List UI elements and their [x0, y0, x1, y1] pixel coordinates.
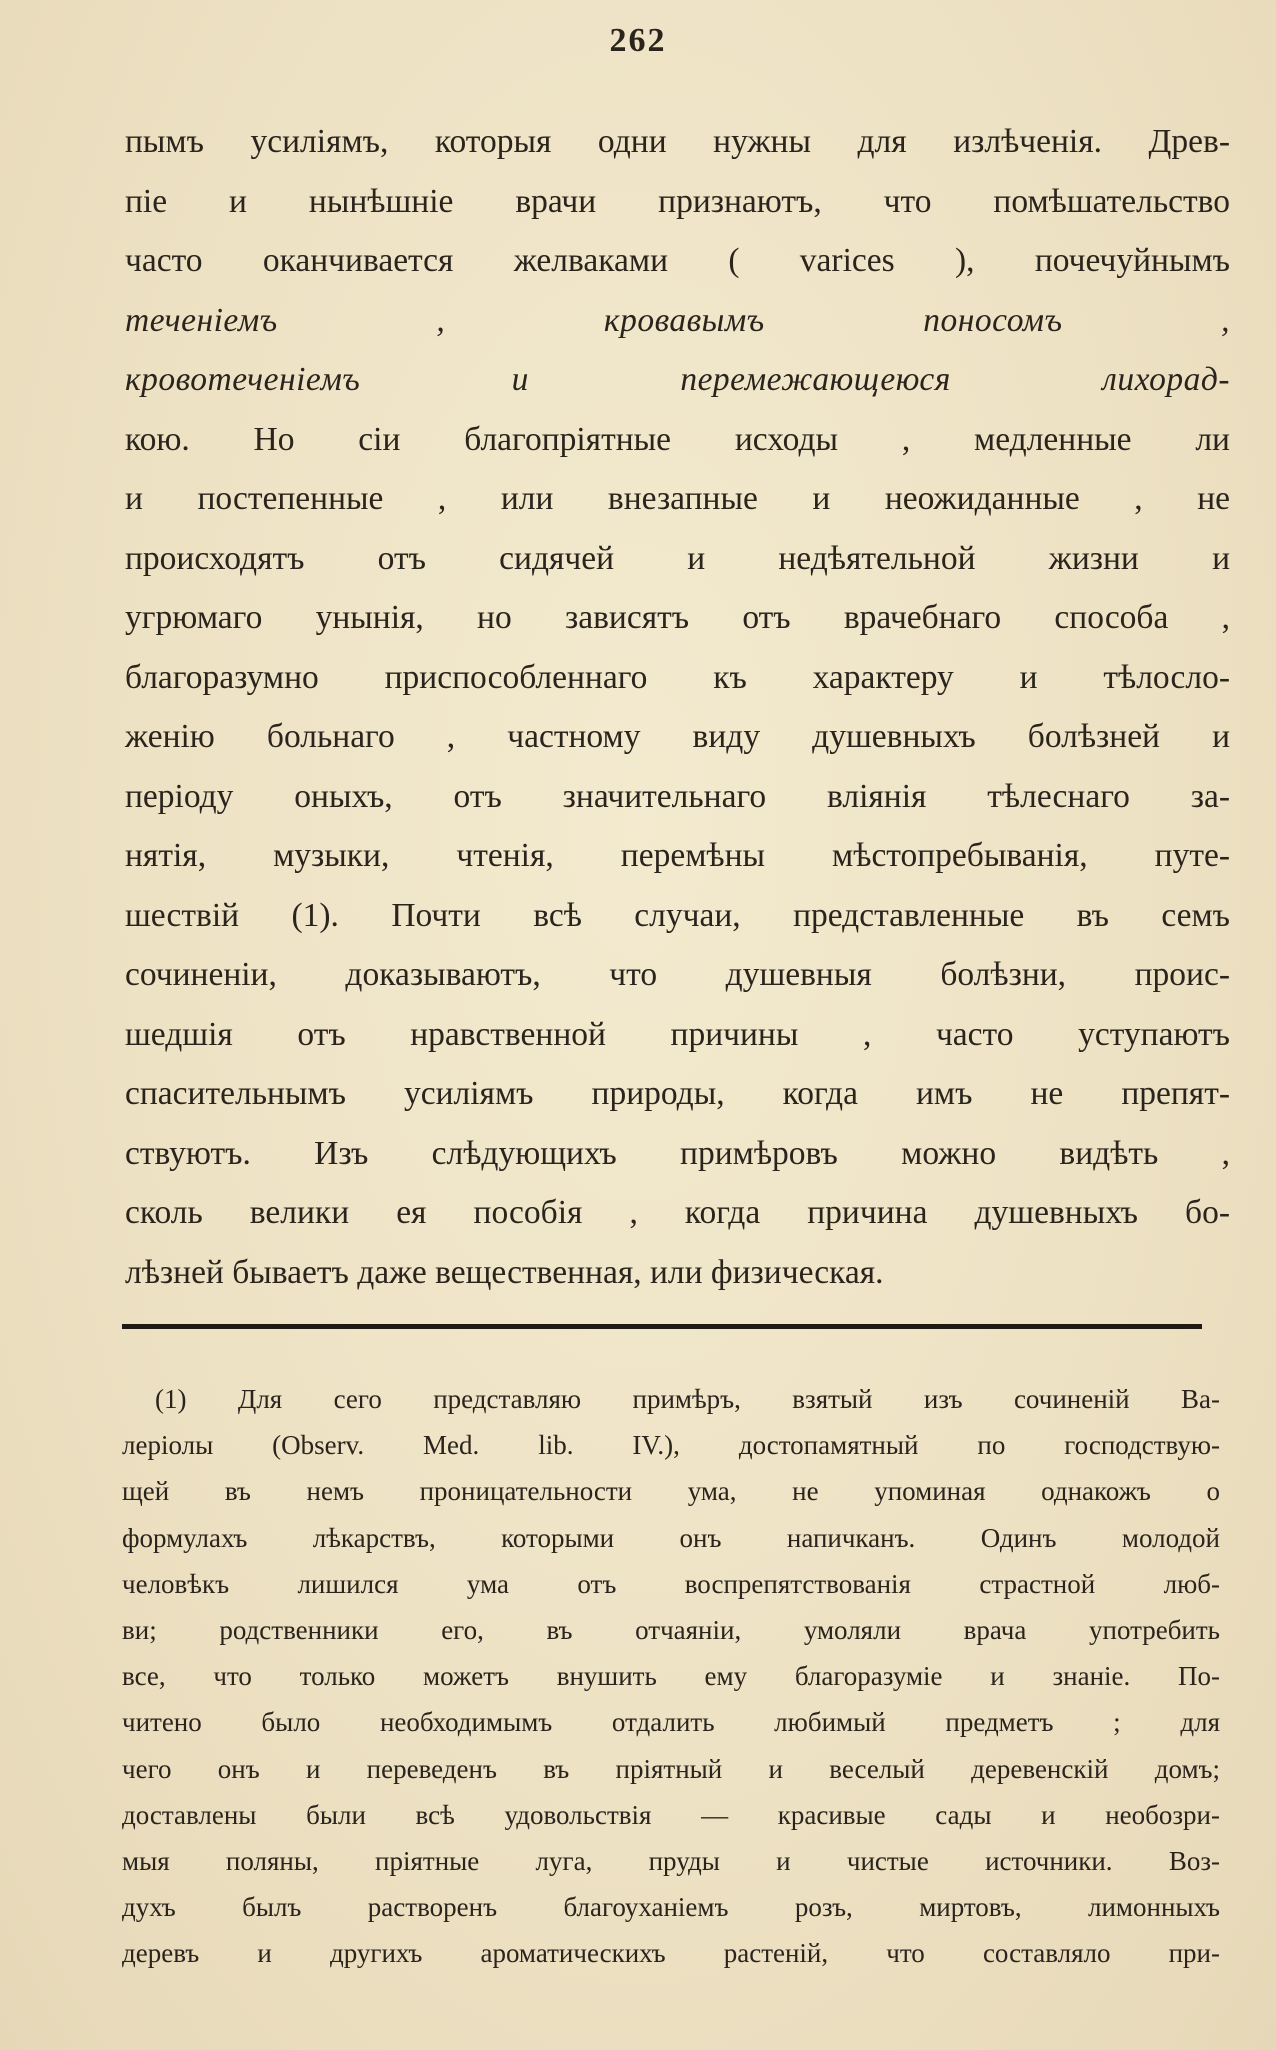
- footnote-line: читено было необходимымъ отдалить любимый предметъ ; для: [122, 1707, 1220, 1738]
- text-line: лѣзней бываетъ даже вещественная, или физическая.: [125, 1253, 884, 1291]
- footnote-divider: [122, 1324, 1202, 1329]
- page-number: 262: [609, 22, 667, 59]
- main-text: [125, 112, 1230, 1302]
- footnote-line: леріолы (Observ. Med. lib. IV.), достопамятный по господствую-: [122, 1430, 1220, 1461]
- text-line: [125, 291, 1230, 351]
- footnote-line: щей въ немъ проницательности ума, не упоминая однакожъ о: [122, 1476, 1220, 1507]
- text-line: ствуютъ. Изъ слѣдующихъ примѣровъ можно видѣть ,: [125, 1134, 1230, 1172]
- text-line: пымъ усиліямъ, которыя одни нужны для излѣченія. Древ-: [125, 123, 1230, 160]
- text-line: женію больнаго , частному виду душевныхъ болѣзней и: [125, 718, 1230, 755]
- footnote-line: доставлены были всѣ удовольствія — красивые сады и необозри-: [122, 1799, 1220, 1830]
- footnote: [122, 1376, 1220, 1977]
- text-line: часто оканчивается желваками ( varices ), почечуйнымъ: [125, 242, 1230, 279]
- footnote-line: деревъ и другихъ ароматическихъ растеній, что составляло при-: [122, 1938, 1220, 1969]
- text-line: и постепенные , или внезапные и неожиданные , не: [125, 480, 1230, 517]
- text-line: спасительнымъ усиліямъ природы, когда имъ не препят-: [125, 1075, 1230, 1112]
- text-line: шедшія отъ нравственной причины , часто уступаютъ: [125, 1015, 1230, 1053]
- text-line: благоразумно приспособленнаго къ характеру и тѣлосло-: [125, 658, 1230, 696]
- text-line: шествій (1). Почти всѣ случаи, представленные въ семъ: [125, 896, 1230, 934]
- footnote-line: человѣкъ лишился ума отъ воспрепятствованія страстной люб-: [122, 1568, 1220, 1599]
- text-line: угрюмаго унынія, но зависятъ отъ врачебнаго способа ,: [125, 599, 1230, 636]
- text-line: происходятъ отъ сидячей и недѣятельной жизни и: [125, 539, 1230, 577]
- text-line: кою. Но сіи благопріятные исходы , медленные ли: [125, 420, 1230, 458]
- footnote-line: духъ былъ растворенъ благоуханіемъ розъ, миртовъ, лимонныхъ: [122, 1892, 1220, 1923]
- footnote-line: (1) Для сего представляю примѣръ, взятый изъ сочиненій Ва-: [155, 1384, 1220, 1414]
- footnote-line: формулахъ лѣкарствъ, которыми онъ напичканъ. Одинъ молодой: [122, 1522, 1220, 1553]
- text-line: нятія, музыки, чтенія, перемѣны мѣстопребыванія, путе-: [125, 837, 1230, 874]
- italic-text-line: кровотеченіемъ и перемежающеюся лихорад-: [125, 361, 1230, 398]
- footnote-line: чего онъ и переведенъ въ пріятный и веселый деревенскій домъ;: [122, 1753, 1220, 1784]
- italic-text-line: теченіемъ , кровавымъ поносомъ ,: [125, 301, 1230, 339]
- text-line: піе и нынѣшніе врачи признаютъ, что помѣшательство: [125, 182, 1230, 220]
- text-line: сочиненіи, доказываютъ, что душевныя болѣзни, проис-: [125, 956, 1230, 993]
- footnote-line: все, что только можетъ внушить ему благоразуміе и знаніе. По-: [122, 1661, 1220, 1692]
- footnote-line: мыя поляны, пріятные луга, пруды и чистые источники. Воз-: [122, 1846, 1220, 1877]
- footnote-line: ви; родственники его, въ отчаяніи, умоляли врача употребить: [122, 1615, 1220, 1646]
- text-line: [125, 350, 1230, 410]
- text-line: сколь велики ея пособія , когда причина душевныхъ бо-: [125, 1194, 1230, 1231]
- text-line: періоду оныхъ, отъ значительнаго вліянія тѣлеснаго за-: [125, 777, 1230, 815]
